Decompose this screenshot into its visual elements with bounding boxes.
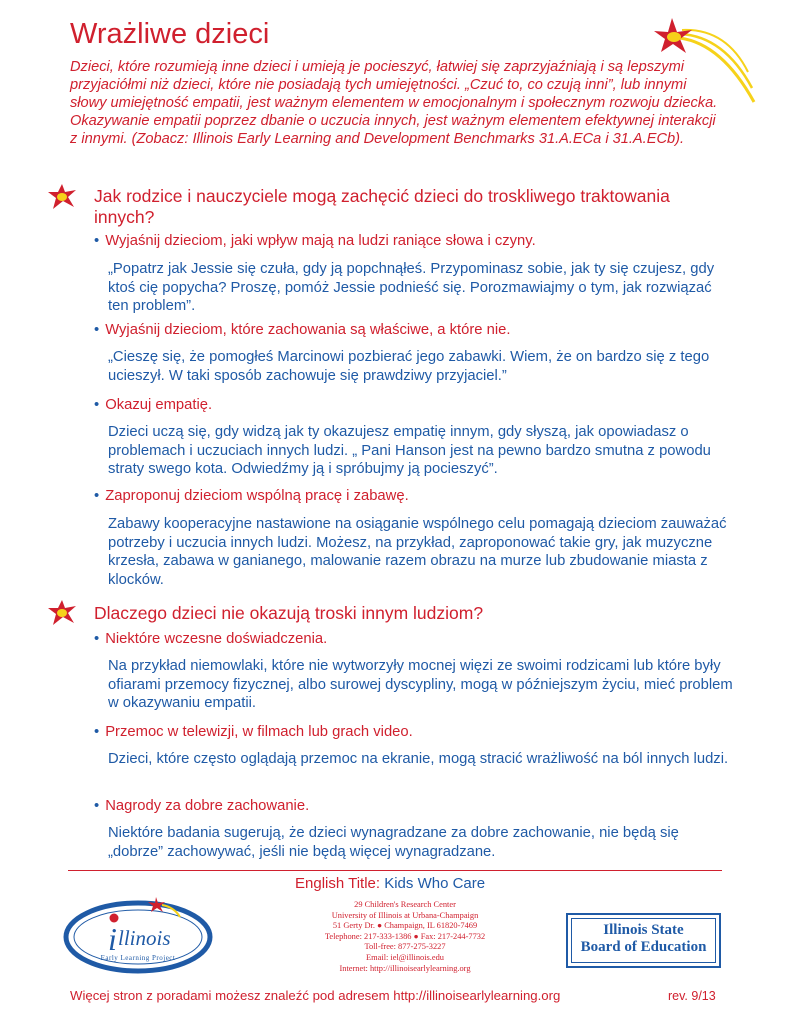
bullet-dot: •: [94, 397, 100, 413]
list-item-text: Dzieci uczą się, gdy widzą jak ty okazujesz empatię innym, gdy słyszą, jak opowiadasz o problemach i uczuciach innych ludzi. „ Pani Hanson jest na pewno bardzo smutna z powodu straty swego kota. Odwiedźmy ją i spróbujmy ją pocieszyć”.: [108, 424, 711, 477]
list-item-text: Dzieci, które często oglądają przemoc na ekranie, mogą stracić wrażliwość na ból innych ludzi.: [108, 751, 729, 767]
list-item-text: Niektóre badania sugerują, że dzieci wynagradzane za dobre zachowanie, nie będą się „dobrze” zachowywać, jeśli nie będą więcej wynagradzane.: [108, 825, 679, 860]
bullet-dot: •: [94, 798, 100, 814]
svg-text:llinois: llinois: [118, 926, 171, 950]
intro-paragraph: Dzieci, które rozumieją inne dzieci i umieją je pocieszyć, łatwiej się zaprzyjaźniają i są lepszymi przyjaciółmi niż dzieci, które nie posiadają tych umiejętności. „Czuć to, co czują inni”, lub innymi słowy umiejętność empatii, jest ważnym elementem w emocjonalnym i społecznym rozwoju dziecka. Okazywanie empatii poprzez dbanie o uczucia innych, jest ważnym elementem efektywnej interakcji z innymi. (Zobacz: Illinois Early Learning and Development Benchmarks 31.A.ECa i 31.A.ECb).: [70, 59, 718, 147]
bullet-dot: •: [94, 322, 100, 338]
list-item-bullet: • Nagrody za dobre zachowanie.: [94, 798, 310, 814]
star-bullet-icon: [48, 600, 78, 626]
list-item-bullet: • Wyjaśnij dzieciom, które zachowania są właściwe, a które nie.: [94, 322, 511, 338]
bullet-dot: •: [94, 631, 100, 647]
more-tips-link-text: Więcej stron z poradami możesz znaleźć pod adresem http://illinoisearlylearning.org: [70, 988, 561, 1003]
svg-text:i: i: [108, 921, 117, 957]
list-item-bullet: • Przemoc w telewizji, w filmach lub grach video.: [94, 724, 413, 740]
footer-divider: [68, 870, 722, 871]
contact-block: 29 Children's Research Center University of Illinois at Urbana-Champaign 51 Gerty Dr. ● Champaign, IL 61820-7469 Telephone: 217-333-1386 ● Fax: 217-244-7732 Toll-free: 877-275-3227 Email: iel@illinois.edu Internet: http://illinoisearlylearning.org: [324, 900, 486, 973]
star-bullet-icon: [48, 184, 78, 210]
list-item-bullet: • Okazuj empatię.: [94, 397, 213, 413]
isbe-logo: [566, 913, 721, 968]
list-item-text: „Popatrz jak Jessie się czuła, gdy ją popchnąłeś. Przypominasz sobie, jak ty się czujesz, gdy ktoś cię popycha? Proszę, pomóż Jessie podnieść się. Porozmawiajmy o tym, jak rozwiązać ten problem”.: [108, 261, 715, 314]
isbe-line2: Board of Education: [580, 939, 707, 955]
bullet-dot: •: [94, 724, 100, 740]
section-heading-why: Dlaczego dzieci nie okazują troski innym ludziom?: [94, 603, 484, 623]
list-item-text: Na przykład niemowlaki, które nie wytworzyły mocnej więzi ze swoimi rodzicami lub które były ofiarami przemocy fizycznej, albo surowej dyscypliny, mogą w późniejszym życiu, mieć problem w okazywaniu empatii.: [108, 658, 733, 711]
section-heading-encourage: Jak rodzice i nauczyciele mogą zachęcić dzieci do troskliwego traktowania innych?: [94, 186, 670, 227]
list-item-text: Zabawy kooperacyjne nastawione na osiąganie wspólnego celu pomagają dzieciom zauważać potrzeby i uczucia innych ludzi. Możesz, na przykład, zaproponować takie gry, jak muzyczne krzesła, zabawa w ganianego, malowanie razem obrazu na murze lub zbudowanie miasta z klocków.: [108, 516, 727, 588]
list-item-bullet: • Zaproponuj dzieciom wspólną pracę i zabawę.: [94, 488, 409, 504]
english-title: English Title: Kids Who Care: [295, 875, 486, 892]
isbe-line1: Illinois State: [603, 922, 684, 938]
illinois-early-learning-logo: [62, 893, 214, 975]
svg-text:Early Learning Project: Early Learning Project: [100, 954, 176, 962]
bullet-dot: •: [94, 233, 100, 249]
bullet-dot: •: [94, 488, 100, 504]
list-item-bullet: • Wyjaśnij dzieciom, jaki wpływ mają na ludzi raniące słowa i czyny.: [94, 233, 536, 249]
list-item-bullet: • Niektóre wczesne doświadczenia.: [94, 631, 328, 647]
page-title: Wrażliwe dzieci: [70, 18, 270, 50]
revision-label: rev. 9/13: [668, 989, 716, 1003]
list-item-text: „Cieszę się, że pomogłeś Marcinowi pozbierać jego zabawki. Wiem, że on bardzo się z tego ucieszył. W taki sposób zachowuje się prawdziwy przyjaciel.”: [108, 349, 710, 384]
